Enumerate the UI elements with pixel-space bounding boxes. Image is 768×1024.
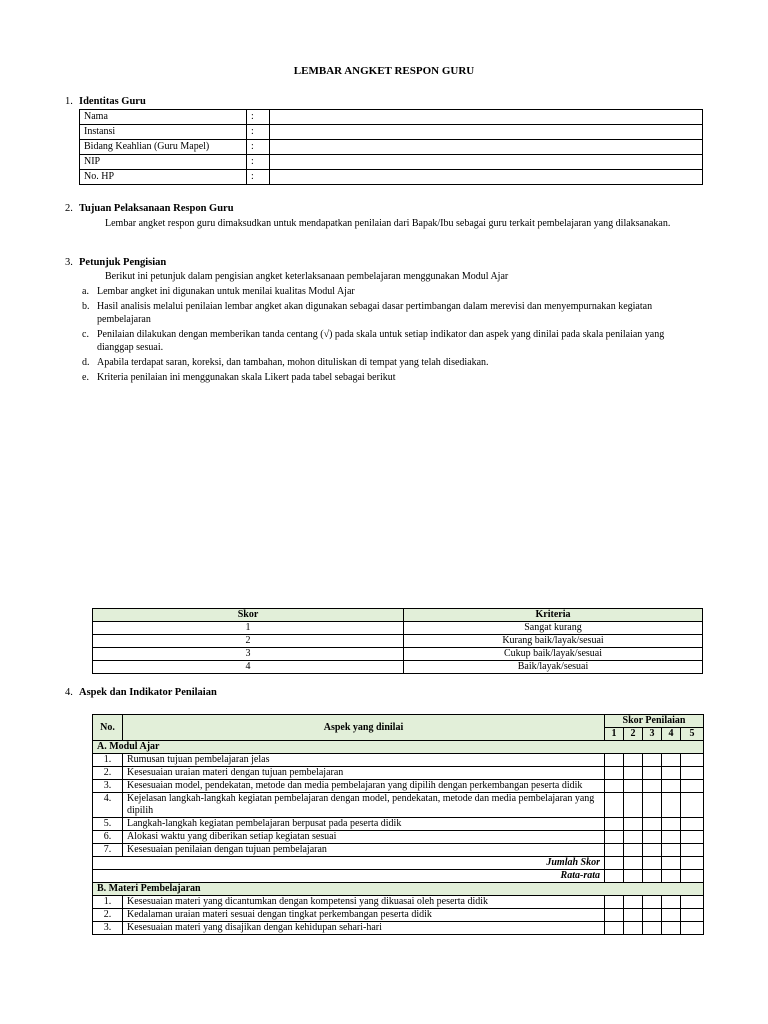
item-number: 1. — [93, 896, 123, 909]
item-number: 3. — [93, 780, 123, 793]
rata-rata-row — [93, 870, 704, 883]
skor-cell: 2 — [93, 635, 404, 648]
score-cell[interactable] — [643, 922, 662, 935]
list-marker: d. — [82, 357, 90, 368]
score-cell[interactable] — [662, 870, 681, 883]
section-2-text: Lembar angket respon guru dimaksudkan untuk mendapatkan penilaian dari Bapak/Ibu sebagai guru terkait pembelajaran yang dilaksanakan. — [105, 218, 671, 229]
list-text: Hasil analisis melalui penilaian lembar angket akan digunakan sebagai dasar pertimbangan dalam merevisi dan menyempurnakan kegiatan pembelajaran — [97, 301, 653, 325]
item-text: Kesesuaian materi yang dicantumkan dengan kompetensi yang dikuasai oleh peserta didik — [123, 896, 605, 909]
list-item — [82, 285, 702, 298]
table-row — [93, 922, 704, 935]
table-row — [80, 125, 703, 140]
list-marker: e. — [82, 372, 89, 383]
table-row — [80, 140, 703, 155]
score-cell[interactable] — [605, 896, 624, 909]
item-text: Kesesuaian model, pendekatan, metode dan media pembelajaran yang dipilih dengan perkembangan peserta didik — [123, 780, 605, 793]
skor-cell: 4 — [93, 661, 404, 674]
score-cell[interactable] — [643, 780, 662, 793]
score-cell[interactable] — [643, 870, 662, 883]
score-cell[interactable] — [681, 896, 704, 909]
score-cell[interactable] — [681, 922, 704, 935]
table-row — [93, 754, 704, 767]
section-1-heading — [65, 96, 146, 107]
score-cell[interactable] — [681, 831, 704, 844]
table-row — [93, 648, 703, 661]
score-cell[interactable] — [624, 818, 643, 831]
score-cell[interactable] — [605, 870, 624, 883]
section-4-heading — [65, 687, 217, 698]
table-row — [93, 767, 704, 780]
score-cell[interactable] — [605, 780, 624, 793]
score-cell[interactable] — [624, 793, 643, 818]
column-header-skor: Skor — [93, 609, 404, 622]
identity-table — [79, 109, 703, 185]
item-number: 3. — [93, 922, 123, 935]
list-text: Apabila terdapat saran, koreksi, dan tambahan, mohon dituliskan di tempat yang telah disediakan. — [97, 357, 489, 368]
document-title: LEMBAR ANGKET RESPON GURU — [293, 65, 475, 77]
group-row-materi-pembelajaran — [93, 883, 704, 896]
jumlah-skor-label: Jumlah Skor — [93, 857, 605, 870]
score-cell[interactable] — [605, 767, 624, 780]
item-number: 6. — [93, 831, 123, 844]
score-cell[interactable] — [681, 909, 704, 922]
item-text: Alokasi waktu yang diberikan setiap kegiatan sesuai — [123, 831, 605, 844]
score-cell[interactable] — [681, 754, 704, 767]
score-cell[interactable] — [662, 793, 681, 818]
scale-header: 3 — [643, 728, 662, 741]
section-title: Identitas Guru — [79, 96, 146, 107]
field-label: Bidang Keahlian (Guru Mapel) — [80, 140, 247, 155]
section-title: Petunjuk Pengisian — [79, 257, 167, 268]
field-label: NIP — [80, 155, 247, 170]
list-text: Lembar angket ini digunakan untuk menilai kualitas Modul Ajar — [97, 286, 355, 297]
group-title: A. Modul Ajar — [93, 741, 704, 754]
table-row — [93, 831, 704, 844]
column-header-kriteria: Kriteria — [404, 609, 703, 622]
field-value-nip[interactable] — [270, 155, 703, 170]
column-header-aspek: Aspek yang dinilai — [123, 715, 605, 741]
score-cell[interactable] — [643, 754, 662, 767]
score-cell[interactable] — [605, 831, 624, 844]
score-cell[interactable] — [681, 767, 704, 780]
score-cell[interactable] — [624, 896, 643, 909]
score-cell[interactable] — [662, 754, 681, 767]
score-cell[interactable] — [662, 780, 681, 793]
field-colon: : — [247, 140, 270, 155]
column-header-no: No. — [93, 715, 123, 741]
field-value-hp[interactable] — [270, 170, 703, 185]
section-3-intro: Berikut ini petunjuk dalam pengisian angket keterlaksanaan pembelajaran menggunakan Modul Ajar — [105, 271, 509, 282]
group-title: B. Materi Pembelajaran — [93, 883, 704, 896]
table-row — [93, 622, 703, 635]
score-cell[interactable] — [605, 793, 624, 818]
kriteria-cell: Sangat kurang — [404, 622, 703, 635]
section-title: Tujuan Pelaksanaan Respon Guru — [79, 203, 234, 214]
score-cell[interactable] — [624, 857, 643, 870]
table-row — [80, 155, 703, 170]
scale-header: 2 — [624, 728, 643, 741]
list-marker: b. — [82, 301, 90, 312]
score-cell[interactable] — [624, 831, 643, 844]
field-label: Nama — [80, 110, 247, 125]
score-cell[interactable] — [662, 922, 681, 935]
field-label: No. HP — [80, 170, 247, 185]
score-cell[interactable] — [605, 844, 624, 857]
field-colon: : — [247, 125, 270, 140]
field-colon: : — [247, 155, 270, 170]
list-item — [82, 371, 702, 384]
instruction-list — [82, 285, 702, 386]
item-number: 2. — [93, 767, 123, 780]
item-text: Kedalaman uraian materi sesuai dengan tingkat perkembangan peserta didik — [123, 909, 605, 922]
list-text: Kriteria penilaian ini menggunakan skala Likert pada tabel sebagai berikut — [97, 372, 396, 383]
item-number: 2. — [93, 909, 123, 922]
item-number: 7. — [93, 844, 123, 857]
section-3-heading — [65, 257, 166, 268]
score-cell[interactable] — [681, 870, 704, 883]
table-row — [93, 635, 703, 648]
score-cell[interactable] — [643, 844, 662, 857]
score-cell[interactable] — [643, 909, 662, 922]
item-text: Rumusan tujuan pembelajaran jelas — [123, 754, 605, 767]
jumlah-skor-row — [93, 857, 704, 870]
section-number: 4. — [65, 687, 73, 698]
field-value-instansi[interactable] — [270, 125, 703, 140]
item-text: Kesesuaian uraian materi dengan tujuan pembelajaran — [123, 767, 605, 780]
list-text: Penilaian dilakukan dengan memberikan tanda centang (√) pada skala untuk setiap indikator dan aspek yang dinilai pada skala penilaian yang dianggap sesuai. — [97, 329, 665, 353]
score-cell[interactable] — [681, 818, 704, 831]
likert-scale-table — [92, 608, 703, 674]
score-cell[interactable] — [624, 780, 643, 793]
section-title: Aspek dan Indikator Penilaian — [79, 687, 217, 698]
score-cell[interactable] — [681, 780, 704, 793]
item-number: 1. — [93, 754, 123, 767]
score-cell[interactable] — [624, 922, 643, 935]
section-number: 2. — [65, 203, 73, 214]
score-cell[interactable] — [605, 922, 624, 935]
score-cell[interactable] — [605, 857, 624, 870]
table-row — [93, 793, 704, 818]
score-cell[interactable] — [681, 857, 704, 870]
assessment-table — [92, 714, 704, 935]
item-text: Kesesuaian materi yang disajikan dengan kehidupan sehari-hari — [123, 922, 605, 935]
skor-cell: 1 — [93, 622, 404, 635]
score-cell[interactable] — [624, 767, 643, 780]
section-number: 1. — [65, 96, 73, 107]
item-text: Kesesuaian penilaian dengan tujuan pembelajaran — [123, 844, 605, 857]
table-row — [80, 170, 703, 185]
table-row — [93, 909, 704, 922]
score-cell[interactable] — [643, 767, 662, 780]
table-header-row — [93, 609, 703, 622]
scale-header: 4 — [662, 728, 681, 741]
field-colon: : — [247, 170, 270, 185]
list-item — [82, 300, 702, 326]
table-row — [93, 818, 704, 831]
score-cell[interactable] — [662, 831, 681, 844]
column-header-skor-penilaian: Skor Penilaian — [605, 715, 704, 728]
field-value-nama[interactable] — [270, 110, 703, 125]
group-row-modul-ajar — [93, 741, 704, 754]
table-row — [93, 661, 703, 674]
score-cell[interactable] — [624, 844, 643, 857]
score-cell[interactable] — [662, 767, 681, 780]
kriteria-cell: Cukup baik/layak/sesuai — [404, 648, 703, 661]
field-colon: : — [247, 110, 270, 125]
item-number: 4. — [93, 793, 123, 818]
list-marker: a. — [82, 286, 89, 297]
score-cell[interactable] — [643, 793, 662, 818]
table-row — [93, 780, 704, 793]
kriteria-cell: Baik/layak/sesuai — [404, 661, 703, 674]
field-label: Instansi — [80, 125, 247, 140]
field-value-bidang[interactable] — [270, 140, 703, 155]
skor-cell: 3 — [93, 648, 404, 661]
list-item — [82, 356, 702, 369]
section-2-heading — [65, 203, 234, 214]
table-header-row — [93, 715, 704, 728]
table-row — [93, 844, 704, 857]
score-cell[interactable] — [605, 909, 624, 922]
score-cell[interactable] — [662, 844, 681, 857]
list-marker: c. — [82, 329, 89, 340]
score-cell[interactable] — [624, 754, 643, 767]
score-cell[interactable] — [605, 818, 624, 831]
score-cell[interactable] — [662, 896, 681, 909]
score-cell[interactable] — [624, 870, 643, 883]
score-cell[interactable] — [643, 857, 662, 870]
score-cell[interactable] — [605, 754, 624, 767]
table-row — [80, 110, 703, 125]
score-cell[interactable] — [662, 909, 681, 922]
score-cell[interactable] — [681, 793, 704, 818]
score-cell[interactable] — [681, 844, 704, 857]
rata-rata-label: Rata-rata — [93, 870, 605, 883]
score-cell[interactable] — [662, 818, 681, 831]
kriteria-cell: Kurang baik/layak/sesuai — [404, 635, 703, 648]
score-cell[interactable] — [643, 831, 662, 844]
score-cell[interactable] — [643, 818, 662, 831]
score-cell[interactable] — [643, 896, 662, 909]
table-row — [93, 896, 704, 909]
item-number: 5. — [93, 818, 123, 831]
item-text: Kejelasan langkah-langkah kegiatan pembelajaran dengan model, pendekatan, metode dan media pembelajaran yang dipilih — [123, 793, 605, 818]
scale-header: 5 — [681, 728, 704, 741]
score-cell[interactable] — [662, 857, 681, 870]
list-item — [82, 328, 702, 354]
item-text: Langkah-langkah kegiatan pembelajaran berpusat pada peserta didik — [123, 818, 605, 831]
section-number: 3. — [65, 257, 73, 268]
score-cell[interactable] — [624, 909, 643, 922]
scale-header: 1 — [605, 728, 624, 741]
